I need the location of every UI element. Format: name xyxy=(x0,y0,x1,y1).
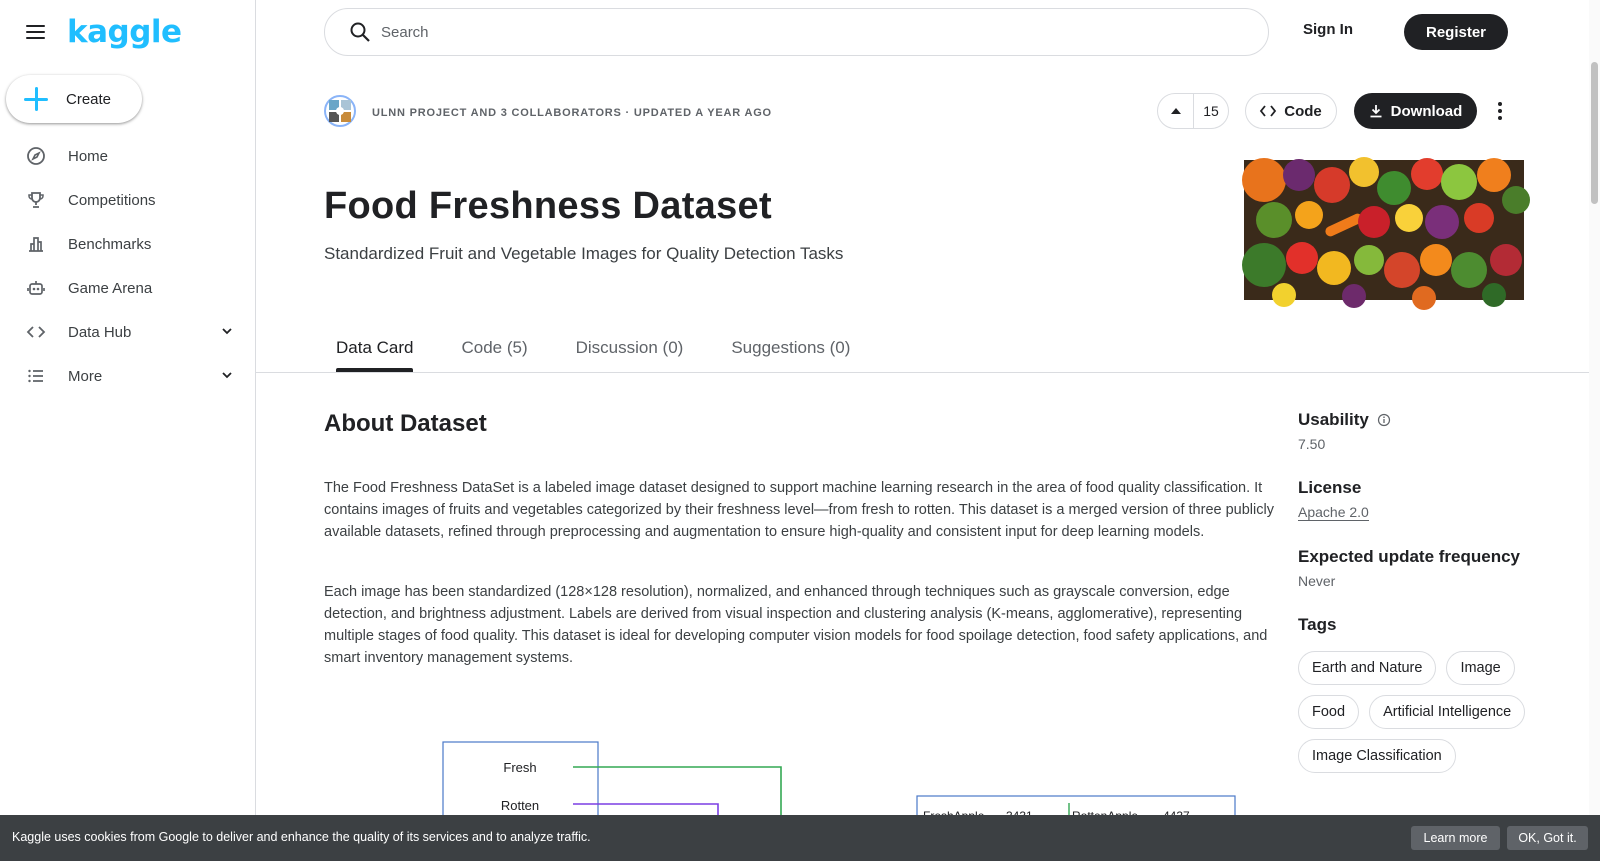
sidebar-item-data-hub[interactable] xyxy=(0,310,256,354)
robot-icon xyxy=(26,278,46,298)
create-button[interactable] xyxy=(6,75,142,123)
sidebar-item-label: Competitions xyxy=(68,191,156,209)
avatar[interactable] xyxy=(324,95,356,127)
search-input[interactable] xyxy=(381,24,1181,41)
info-icon[interactable] xyxy=(1377,413,1391,427)
usability-section xyxy=(1298,410,1558,452)
dataset-cover-image xyxy=(1244,160,1524,300)
search-icon xyxy=(349,21,371,43)
download-button[interactable] xyxy=(1354,93,1477,129)
usability-value: 7.50 xyxy=(1298,436,1326,452)
page-subtitle: Standardized Fruit and Vegetable Images for Quality Detection Tasks xyxy=(324,244,844,263)
diagram-legend-rotten: Rotten xyxy=(500,798,540,813)
sidebar-item-competitions[interactable] xyxy=(0,178,256,222)
download-button-label: Download xyxy=(1390,102,1463,120)
owner-updated-line[interactable]: ULNN PROJECT AND 3 COLLABORATORS · UPDATED A YEAR AGO xyxy=(372,107,772,119)
frequency-heading: Expected update frequency xyxy=(1298,547,1521,566)
kaggle-logo[interactable]: kaggle xyxy=(67,14,182,50)
about-paragraph-1: The Food Freshness DataSet is a labeled image dataset designed to support machine learning research in the area of food quality classification. It contains images of fruits and vegetables categorized by their freshness level—from fresh to rotten. This dataset is a merged version of three publicly available datasets, refined through preprocessing and augmentation to ensure high-quality and consistent input for deep learning models. xyxy=(324,480,1274,540)
tab-discussion[interactable]: Discussion (0) xyxy=(575,338,684,357)
tab-code[interactable]: Code (5) xyxy=(461,338,528,357)
tab-data-card[interactable]: Data Card xyxy=(324,330,425,372)
page-scrollbar[interactable] xyxy=(1589,0,1600,815)
tag-chip[interactable]: Image Classification xyxy=(1298,739,1456,773)
sidebar-item-label: Home xyxy=(68,147,109,165)
menu-icon[interactable] xyxy=(24,20,48,44)
license-section xyxy=(1298,478,1558,522)
cookie-ok-button[interactable]: OK, Got it. xyxy=(1507,826,1588,850)
upvote-count[interactable]: 15 xyxy=(1203,103,1219,119)
download-icon xyxy=(1369,104,1383,118)
code-icon xyxy=(1260,105,1276,117)
tab-suggestions[interactable]: Suggestions (0) xyxy=(731,338,851,357)
license-link[interactable]: Apache 2.0 xyxy=(1298,504,1369,520)
tags-section xyxy=(1298,615,1558,635)
license-heading: License xyxy=(1298,478,1362,497)
caret-up-icon xyxy=(1170,107,1182,115)
about-paragraph-2: Each image has been standardized (128×128 resolution), normalized, and enhanced through techniques such as grayscale conversion, edge detection, and brightness adjustment. Labels are derived from visual inspection and clustering analysis (K-means, agglomerative), representing multiple stages of food quality. This dataset is ideal for developing computer vision models for food spoilage detection, food safety applications, and smart inventory management systems. xyxy=(324,584,1268,666)
tags-list xyxy=(1298,651,1558,773)
diagram-fresh-line xyxy=(573,767,781,815)
cookie-banner xyxy=(0,815,1600,861)
diagram-legend-fresh: Fresh xyxy=(503,760,537,775)
plus-icon xyxy=(24,87,48,111)
sidebar-item-label: More xyxy=(68,367,103,385)
sidebar-item-more[interactable] xyxy=(0,354,256,398)
tag-chip[interactable]: Earth and Nature xyxy=(1298,651,1436,685)
sidebar-item-benchmarks[interactable] xyxy=(0,222,256,266)
tab-bar xyxy=(324,330,862,372)
trophy-icon xyxy=(26,190,46,210)
compass-icon xyxy=(26,146,46,166)
upvote-button[interactable] xyxy=(1158,94,1194,128)
learn-more-button[interactable]: Learn more xyxy=(1411,826,1500,850)
bar-chart-icon xyxy=(26,234,46,254)
sidebar-item-game-arena[interactable] xyxy=(0,266,256,310)
upvote-group xyxy=(1157,93,1229,129)
chevron-down-icon[interactable] xyxy=(220,368,234,382)
page-title: Food Freshness Dataset xyxy=(324,185,772,227)
code-brackets-icon xyxy=(26,322,46,342)
cookie-message: Kaggle uses cookies from Google to deliver and enhance the quality of its services and to analyze traffic. xyxy=(12,830,591,844)
code-button-label: Code xyxy=(1284,102,1322,120)
tags-heading: Tags xyxy=(1298,615,1337,634)
sign-in-button[interactable]: Sign In xyxy=(1303,21,1353,38)
frequency-value: Never xyxy=(1298,573,1336,589)
code-button[interactable] xyxy=(1245,93,1337,129)
tag-chip[interactable]: Artificial Intelligence xyxy=(1369,695,1525,729)
usability-heading xyxy=(1298,410,1558,430)
scrollbar-thumb[interactable] xyxy=(1591,62,1598,204)
chevron-down-icon[interactable] xyxy=(220,324,234,338)
sidebar-item-label: Game Arena xyxy=(68,279,153,297)
tag-chip[interactable]: Food xyxy=(1298,695,1359,729)
sidebar-nav xyxy=(0,134,256,398)
list-icon xyxy=(26,366,46,386)
sidebar-item-label: Data Hub xyxy=(68,323,132,341)
about-heading: About Dataset xyxy=(324,410,487,437)
register-button[interactable]: Register xyxy=(1404,14,1508,50)
more-options-icon[interactable] xyxy=(1496,100,1504,122)
usability-label: Usability xyxy=(1298,410,1369,429)
tabs-divider xyxy=(256,372,1589,373)
tag-chip[interactable]: Image xyxy=(1446,651,1514,685)
diagram-rotten-line xyxy=(573,804,718,815)
frequency-section xyxy=(1298,547,1558,589)
sidebar-item-label: Benchmarks xyxy=(68,235,152,253)
sidebar-item-home[interactable] xyxy=(0,134,256,178)
search-bar[interactable] xyxy=(324,8,1269,56)
sidebar xyxy=(0,0,256,861)
create-label: Create xyxy=(66,90,112,108)
